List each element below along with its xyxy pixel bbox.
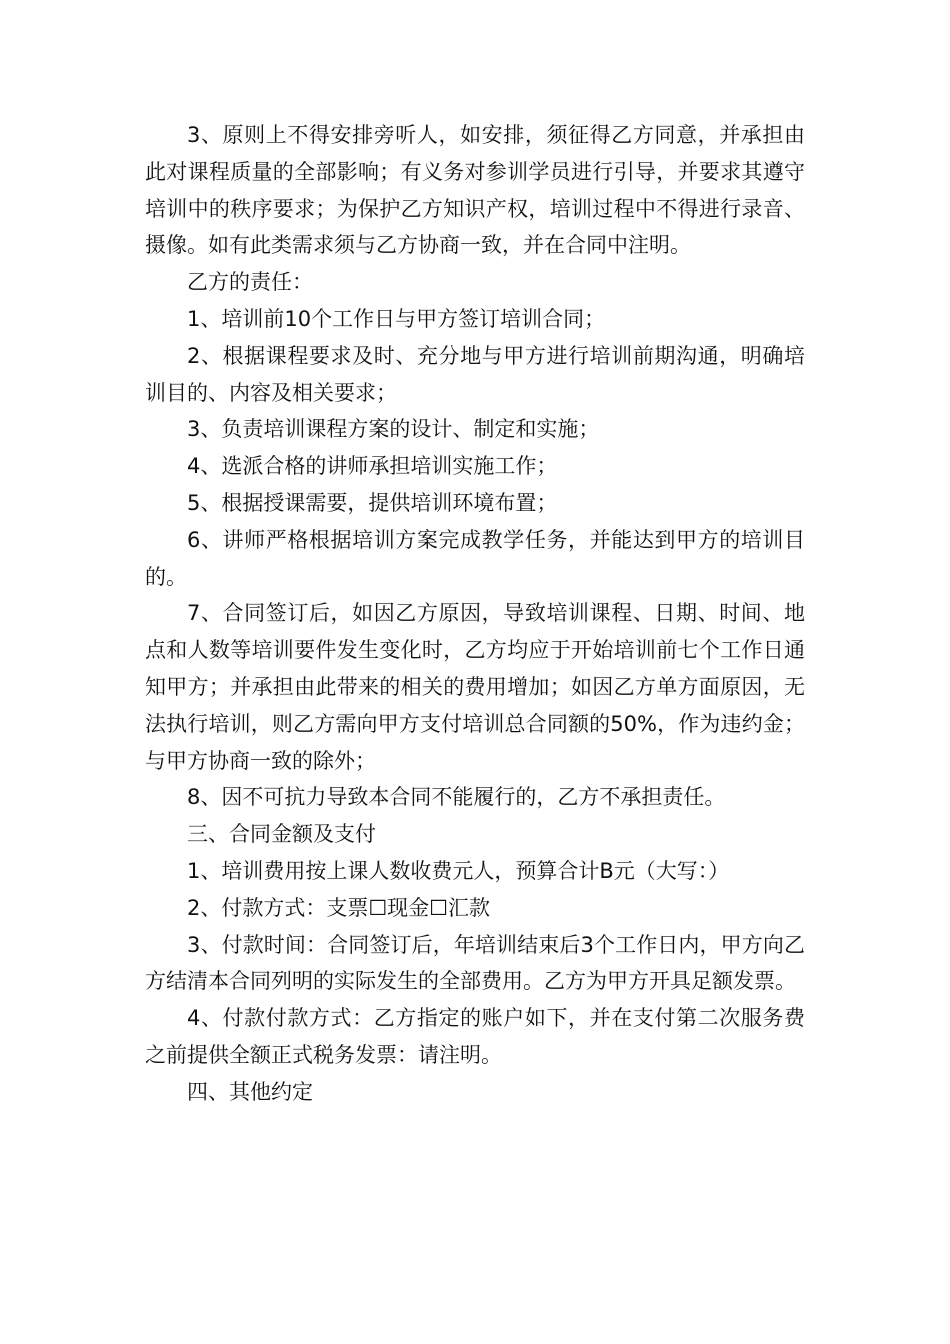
section-heading-contract-amount: 三、合同金额及支付 bbox=[187, 822, 376, 847]
paragraph-party-b-responsibilities-heading: 乙方的责任： bbox=[187, 270, 313, 295]
paragraph-payment-item-3: 3、付款时间：合同签订后，年培训结束后3个工作日内，甲方向乙方结清本合同列明的实际发生的全部费用。乙方为甲方开具足额发票。 bbox=[145, 932, 805, 994]
paragraph-b-item-2: 2、根据课程要求及时、充分地与甲方进行培训前期沟通，明确培训目的、内容及相关要求； bbox=[145, 343, 805, 405]
document-body bbox=[145, 117, 805, 1111]
paragraph-b-item-4: 4、选派合格的讲师承担培训实施工作； bbox=[187, 454, 558, 479]
paragraph-b-item-3: 3、负责培训课程方案的设计、制定和实施； bbox=[187, 417, 600, 442]
paragraph-b-item-8: 8、因不可抗力导致本合同不能履行的，乙方不承担责任。 bbox=[187, 785, 726, 810]
paragraph-payment-item-2: 2、付款方式：支票☐现金☐汇款 bbox=[187, 895, 491, 920]
paragraph-b-item-6: 6、讲师严格根据培训方案完成教学任务，并能达到甲方的培训目的。 bbox=[145, 527, 805, 589]
paragraph-payment-item-1: 1、培训费用按上课人数收费元人，预算合计B元（大写：） bbox=[187, 858, 730, 883]
paragraph-b-item-1: 1、培训前10个工作日与甲方签订培训合同； bbox=[187, 306, 606, 331]
paragraph-clause-3-auditors: 3、原则上不得安排旁听人，如安排，须征得乙方同意，并承担由此对课程质量的全部影响；有义务对参训学员进行引导，并要求其遵守培训中的秩序要求；为保护乙方知识产权，培训过程中不得进行录音、摄像。如有此类需求须与乙方协商一致，并在合同中注明。 bbox=[145, 123, 805, 258]
paragraph-b-item-7: 7、合同签订后，如因乙方原因，导致培训课程、日期、时间、地点和人数等培训要件发生变化时，乙方均应于开始培训前七个工作日通知甲方；并承担由此带来的相关的费用增加；如因乙方单方面原因，无法执行培训，则乙方需向甲方支付培训总合同额的50%，作为违约金；与甲方协商一致的除外； bbox=[145, 601, 805, 773]
section-heading-other-terms: 四、其他约定 bbox=[187, 1079, 313, 1104]
paragraph-payment-item-4: 4、付款付款方式：乙方指定的账户如下，并在支付第二次服务费之前提供全额正式税务发票：请注明。 bbox=[145, 1006, 805, 1067]
paragraph-b-item-5: 5、根据授课需要，提供培训环境布置； bbox=[187, 490, 558, 515]
